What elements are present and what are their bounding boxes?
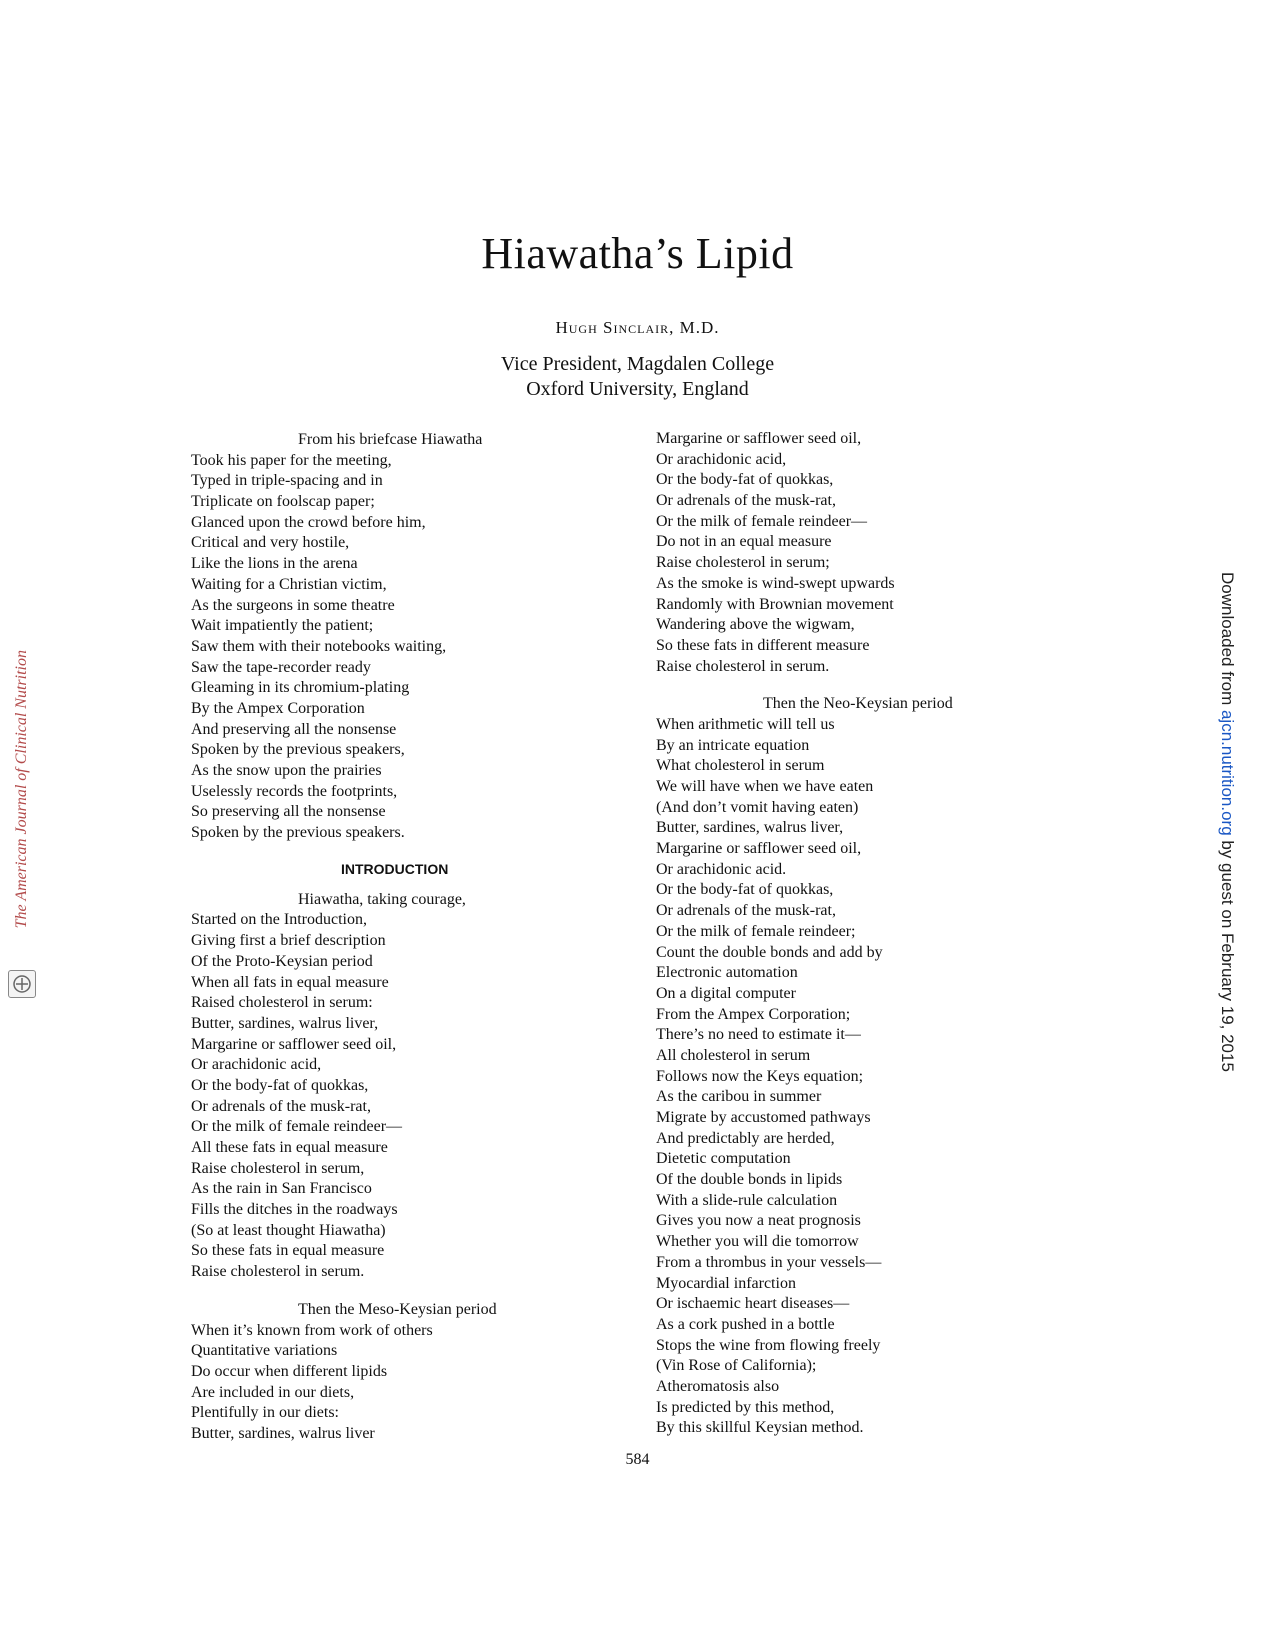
poem-line: Is predicted by this method, <box>656 1398 835 1416</box>
poem-line: Plentifully in our diets: <box>191 1404 339 1422</box>
poem-line: Quantitative variations <box>191 1342 338 1360</box>
poem-line: Hiawatha, taking courage, <box>298 890 466 908</box>
poem-line: We will have when we have eaten <box>656 778 874 795</box>
poem-line: Spoken by the previous speakers. <box>191 824 405 842</box>
affiliation <box>0 352 1275 402</box>
poem-line: Or adrenals of the musk-rat, <box>656 492 836 510</box>
poem-line: Of the Proto-Keysian period <box>191 952 373 970</box>
poem-line: Do occur when different lipids <box>191 1362 388 1380</box>
poem-line: Or adrenals of the musk-rat, <box>656 902 836 920</box>
poem-line: Raise cholesterol in serum, <box>191 1159 365 1177</box>
poem-line: Spoken by the previous speakers, <box>191 741 405 759</box>
poem-line: Gleaming in its chromium-plating <box>191 679 410 697</box>
poem-line: Wait impatiently the patient; <box>191 617 374 635</box>
journal-link[interactable]: ajcn.nutrition.org <box>1218 709 1237 836</box>
article-title: Hiawatha’s Lipid <box>481 229 794 278</box>
stanza <box>656 694 1056 1439</box>
poem-line: From a thrombus in your vessels— <box>656 1253 882 1271</box>
stanza <box>191 890 591 1283</box>
poem-line: (And don’t vomit having eaten) <box>656 798 859 816</box>
poem-line: Like the lions in the arena <box>191 555 358 573</box>
poem-line: And predictably are herded, <box>656 1129 835 1147</box>
poem-line: Started on the Introduction, <box>191 911 367 929</box>
poem-line: When it’s known from work of others <box>191 1321 433 1339</box>
poem-line: Whether you will die tomorrow <box>656 1233 859 1251</box>
poem-line: Raise cholesterol in serum. <box>656 657 830 675</box>
poem-line: Raise cholesterol in serum; <box>656 554 830 572</box>
poem-line: Gives you now a neat prognosis <box>656 1212 861 1230</box>
poem-line: Or the body-fat of quokkas, <box>656 881 834 899</box>
poem-line: Then the Meso-Keysian period <box>298 1300 497 1318</box>
poem-line: Or the body-fat of quokkas, <box>656 471 834 489</box>
poem-line: By the Ampex Corporation <box>191 699 365 717</box>
poem-line: Or the body-fat of quokkas, <box>191 1076 369 1094</box>
poem-line: When all fats in equal measure <box>191 973 389 991</box>
poem-line: By an intricate equation <box>656 736 810 754</box>
poem-line: From the Ampex Corporation; <box>656 1005 851 1023</box>
poem-line: Margarine or safflower seed oil, <box>191 1035 397 1053</box>
affiliation-line: Vice President, Magdalen College <box>500 353 775 375</box>
page-number: 584 <box>625 1451 650 1468</box>
affiliation-line: Oxford University, England <box>526 378 749 400</box>
poem-line: Triplicate on foolscap paper; <box>191 493 375 511</box>
poem-line: (Vin Rose of California); <box>656 1357 817 1375</box>
poem-line: Or adrenals of the musk-rat, <box>191 1097 371 1115</box>
poem-line: Are included in our diets, <box>191 1383 355 1401</box>
author-name: Hugh Sinclair, M.D. <box>555 318 720 337</box>
poem-line: When arithmetic will tell us <box>656 715 835 733</box>
stanza <box>656 429 1056 677</box>
stanza <box>191 1300 591 1445</box>
poem-line: Or arachidonic acid, <box>191 1056 322 1074</box>
poem-line: Or the milk of female reindeer— <box>191 1118 403 1136</box>
poem-line: So these fats in equal measure <box>191 1242 385 1260</box>
poem-line: (So at least thought Hiawatha) <box>191 1221 386 1239</box>
poem-line: Raise cholesterol in serum. <box>191 1263 365 1281</box>
journal-side-label: The American Journal of Clinical Nutrition <box>13 650 30 929</box>
poem-line: Waiting for a Christian victim, <box>191 575 387 593</box>
poem-line: So preserving all the nonsense <box>191 803 386 821</box>
poem-line: As a cork pushed in a bottle <box>656 1315 835 1333</box>
poem-line: Butter, sardines, walrus liver, <box>191 1014 379 1032</box>
poem-line: As the rain in San Francisco <box>191 1180 372 1198</box>
poem-line: Randomly with Brownian movement <box>656 595 894 613</box>
left-column <box>191 430 591 1445</box>
poem-line: Butter, sardines, walrus liver, <box>656 819 844 837</box>
poem-line: Dietetic computation <box>656 1150 791 1168</box>
poem-line: Or arachidonic acid, <box>656 450 787 468</box>
poem-line: Of the double bonds in lipids <box>656 1171 843 1189</box>
poem-line: Do not in an equal measure <box>656 533 832 551</box>
poem-line: What cholesterol in serum <box>656 757 825 775</box>
poem-line: As the smoke is wind-swept upwards <box>656 574 895 592</box>
poem-line: With a slide-rule calculation <box>656 1191 838 1209</box>
poem-line: Or ischaemic heart diseases— <box>656 1295 850 1313</box>
poem-line: Follows now the Keys equation; <box>656 1067 864 1085</box>
download-prefix: Downloaded from <box>1218 572 1237 710</box>
poem-line: And preserving all the nonsense <box>191 720 397 738</box>
poem-line: Raised cholesterol in serum: <box>191 994 373 1012</box>
poem-line: Critical and very hostile, <box>191 534 350 552</box>
poem-line: Atheromatosis also <box>656 1377 780 1395</box>
poem-line: Glanced upon the crowd before him, <box>191 513 426 531</box>
poem-line: Then the Neo-Keysian period <box>763 695 953 713</box>
poem-line: By this skillful Keysian method. <box>656 1419 864 1437</box>
poem-line: Saw them with their notebooks waiting, <box>191 637 447 655</box>
poem-line: Wandering above the wigwam, <box>656 616 855 634</box>
section-heading: INTRODUCTION <box>341 860 449 877</box>
poem-line: Margarine or safflower seed oil, <box>656 840 862 858</box>
right-column <box>656 429 1056 1439</box>
poem-line: Or arachidonic acid. <box>656 860 787 878</box>
poem-line: As the surgeons in some theatre <box>191 596 395 614</box>
poem-line: Migrate by accustomed pathways <box>656 1109 871 1126</box>
poem-line: As the snow upon the prairies <box>191 762 382 779</box>
poem-line: Saw the tape-recorder ready <box>191 658 371 676</box>
poem-line: On a digital computer <box>656 984 796 1002</box>
poem-line: Typed in triple-spacing and in <box>191 472 383 490</box>
poem-line: Electronic automation <box>656 964 798 982</box>
download-suffix: by guest on February 19, 2015 <box>1218 835 1237 1072</box>
poem-line: Took his paper for the meeting, <box>191 451 392 469</box>
poem-line: Stops the wine from flowing freely <box>656 1336 881 1354</box>
journal-logo-icon <box>8 970 36 998</box>
poem-line: Giving first a brief description <box>191 932 386 950</box>
poem-line: Or the milk of female reindeer; <box>656 922 856 940</box>
poem-line: Myocardial infarction <box>656 1274 796 1292</box>
poem-line: Butter, sardines, walrus liver <box>191 1424 375 1442</box>
poem-line: Or the milk of female reindeer— <box>656 512 868 530</box>
poem-line: So these fats in different measure <box>656 636 870 654</box>
poem-line: There’s no need to estimate it— <box>656 1026 861 1044</box>
poem-line: Uselessly records the footprints, <box>191 782 398 800</box>
poem-line: From his briefcase Hiawatha <box>298 431 483 448</box>
poem-line: All cholesterol in serum <box>656 1046 811 1064</box>
download-notice <box>1215 572 1245 1072</box>
stanza <box>191 430 591 844</box>
poem-line: Fills the ditches in the roadways <box>191 1201 398 1219</box>
poem-line: All these fats in equal measure <box>191 1139 388 1156</box>
poem-line: Count the double bonds and add by <box>656 943 883 961</box>
poem-line: Margarine or safflower seed oil, <box>656 430 862 447</box>
poem-line: As the caribou in summer <box>656 1088 822 1106</box>
